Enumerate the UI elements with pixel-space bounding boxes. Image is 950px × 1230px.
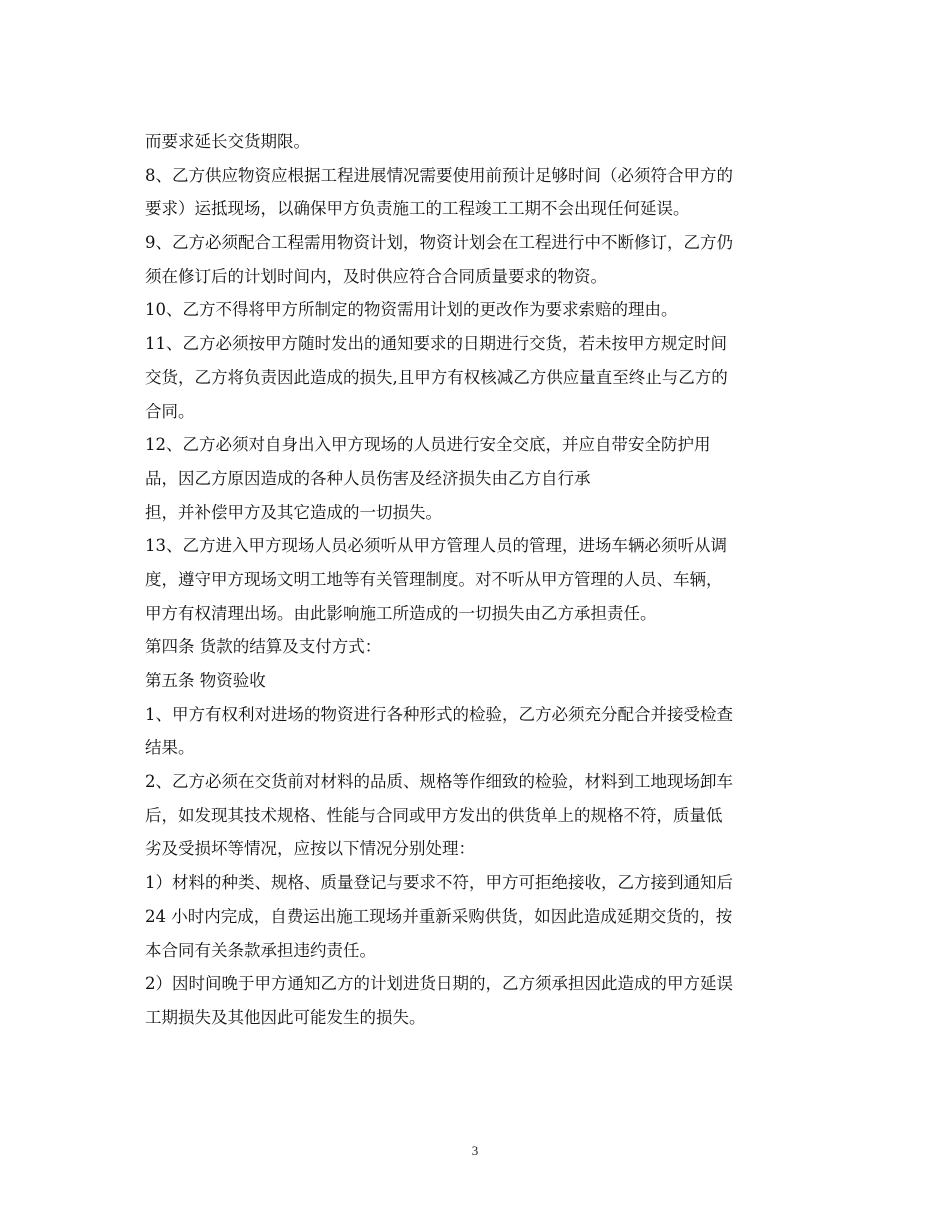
text-line: 而要求延长交货期限。	[145, 132, 310, 151]
text-line: 8、乙方供应物资应根据工程进展情况需要使用前预计足够时间（必须符合甲方的	[145, 165, 733, 185]
text-line: 2、乙方必须在交货前对材料的品质、规格等作细致的检验，材料到工地现场卸车	[145, 772, 733, 792]
text-line: 1、甲方有权利对进场的物资进行各种形式的检验，乙方必须充分配合并接受检查	[145, 704, 733, 724]
text-line: 后，如发现其技术规格、性能与合同或甲方发出的供货单上的规格不符，质量低	[145, 805, 723, 825]
text-line: 须在修订后的计划时间内，及时供应符合合同质量要求的物资。	[145, 266, 607, 286]
text-line: 12、乙方必须对自身出入甲方现场的人员进行安全交底，并应自带安全防护用	[145, 435, 711, 455]
page-number: 3	[471, 1143, 479, 1158]
text-line: 劣及受损坏等情况，应按以下情况分别处理：	[145, 839, 475, 859]
text-line: 本合同有关条款承担违约责任。	[145, 940, 376, 960]
text-line: 24 小时内完成，自费运出施工现场并重新采购供货，如因此造成延期交货的，按	[145, 906, 733, 926]
text-line: 工期损失及其他因此可能发生的损失。	[145, 1007, 426, 1027]
document-body	[145, 125, 810, 1035]
section-heading: 第四条 货款的结算及支付方式：	[145, 637, 382, 657]
text-line: 甲方有权清理出场。由此影响施工所造成的一切损失由乙方承担责任。	[145, 603, 657, 623]
text-line: 要求）运抵现场，以确保甲方负责施工的工程竣工工期不会出现任何延误。	[145, 199, 690, 219]
text-line: 度，遵守甲方现场文明工地等有关管理制度。对不听从甲方管理的人员、车辆，	[145, 569, 723, 589]
text-line: 9、乙方必须配合工程需用物资计划，物资计划会在工程进行中不断修订，乙方仍	[145, 233, 733, 253]
section-heading: 第五条 物资验收	[145, 671, 266, 690]
text-line: 13、乙方进入甲方现场人员必须听从甲方管理人员的管理，进场车辆必须听从调	[145, 536, 727, 556]
text-line: 担，并补偿甲方及其它造成的一切损失。	[145, 502, 442, 522]
text-line: 10、乙方不得将甲方所制定的物资需用计划的更改作为要求索赔的理由。	[145, 300, 678, 320]
text-line: 品，因乙方原因造成的各种人员伤害及经济损失由乙方自行承	[145, 468, 591, 488]
text-line: 2）因时间晚于甲方通知乙方的计划进货日期的，乙方须承担因此造成的甲方延误	[145, 974, 733, 994]
text-line: 11、乙方必须按甲方随时发出的通知要求的日期进行交货，若未按甲方规定时间	[145, 334, 727, 354]
text-line: 1）材料的种类、规格、质量登记与要求不符，甲方可拒绝接收，乙方接到通知后	[145, 873, 733, 893]
text-line: 交货，乙方将负责因此造成的损失,且甲方有权核减乙方供应量直至终止与乙方的	[145, 367, 728, 387]
text-line: 结果。	[145, 738, 195, 758]
text-line: 合同。	[145, 401, 195, 421]
